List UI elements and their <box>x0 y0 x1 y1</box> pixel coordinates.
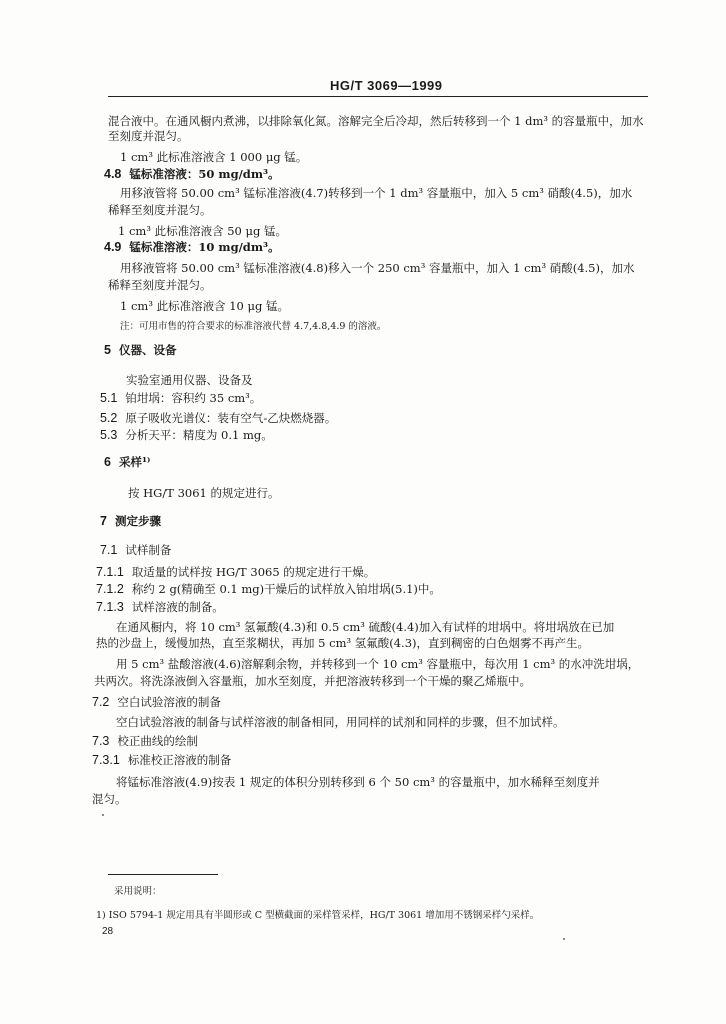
section-number: 5 <box>104 343 111 357</box>
text-line: 空白试验溶液的制备与试样溶液的制备相同，用同样的试剂和同样的步骤，但不加试样。 <box>116 715 565 729</box>
text-line: 用移液管将 50.00 cm³ 锰标准溶液(4.8)移入一个 250 cm³ 容量瓶中，加入 1 cm³ 硝酸(4.5)，加水 <box>120 261 635 275</box>
section-number: 6 <box>104 455 111 469</box>
section-5-heading <box>104 343 176 357</box>
section-number: 4.8 <box>104 167 122 181</box>
section-title: 采样¹⁾ <box>118 455 151 469</box>
item-number: 7.1.1 <box>96 565 124 579</box>
text-line: 混匀。 <box>92 792 127 806</box>
text-line: 用 5 cm³ 盐酸溶液(4.6)溶解剩余物，并转移到一个 10 cm³ 容量瓶中，每次用 1 cm³ 的水冲洗坩埚， <box>116 657 640 671</box>
item-7-1-2 <box>96 582 441 596</box>
text-line: 稀释至刻度并混匀。 <box>108 278 212 292</box>
item-text: 分析天平：精度为 0.1 mg。 <box>125 428 273 442</box>
section-title: 仪器、设备 <box>118 343 177 357</box>
text-line: 实验室通用仪器、设备及 <box>126 373 253 387</box>
item-number: 7.2 <box>92 695 110 709</box>
item-7-1-1 <box>96 565 375 579</box>
item-text: 试样溶液的制备。 <box>131 600 224 614</box>
item-7-1 <box>100 543 171 557</box>
text-line: 1 cm³ 此标准溶液含 1 000 μg 锰。 <box>120 150 308 164</box>
text-line: 将锰标准溶液(4.9)按表 1 规定的体积分别转移到 6 个 50 cm³ 的容量瓶中，加水稀释至刻度并 <box>116 775 600 789</box>
item-text: 称约 2 g(精确至 0.1 mg)干燥后的试样放入铂坩埚(5.1)中。 <box>131 582 441 596</box>
item-text: 空白试验溶液的制备 <box>117 695 221 709</box>
section-title: 测定步骤 <box>114 514 161 528</box>
section-7-heading <box>100 514 161 528</box>
item-text: 校正曲线的绘制 <box>117 734 198 748</box>
text-line: 用移液管将 50.00 cm³ 锰标准溶液(4.7)转移到一个 1 dm³ 容量瓶中，加入 5 cm³ 硝酸(4.5)，加水 <box>120 186 633 200</box>
item-number: 5.2 <box>100 411 118 425</box>
text-line: 热的沙盘上，缓慢加热，直至浆糊状，再加 5 cm³ 氢氟酸(4.3)，直到稠密的白色烟雾不再产生。 <box>96 636 589 650</box>
item-7-2 <box>92 695 221 709</box>
page-number: 28 <box>102 926 114 937</box>
footnote-rule <box>108 874 218 875</box>
text-line: 至刻度并混匀。 <box>108 129 189 143</box>
item-7-3 <box>92 734 198 748</box>
item-number: 7.1.3 <box>96 600 124 614</box>
item-5-1 <box>100 391 261 405</box>
item-5-2 <box>100 411 336 425</box>
page-header: HG/T 3069—1999 <box>330 78 443 93</box>
item-text: 铂坩埚：容积约 35 cm³。 <box>125 391 262 405</box>
header-rule <box>108 96 648 97</box>
item-text: 试样制备 <box>125 543 172 557</box>
text-line: 1 cm³ 此标准溶液含 50 μg 锰。 <box>118 224 288 238</box>
item-7-1-3 <box>96 600 224 614</box>
footnote-text: 1) ISO 5794-1 规定用具有半圆形或 C 型横截面的采样管采样，HG/T 3061 增加用不锈钢采样勺采样。 <box>96 910 540 921</box>
item-5-3 <box>100 428 273 442</box>
text-line: 在通风橱内，将 10 cm³ 氢氟酸(4.3)和 0.5 cm³ 硫酸(4.4)加入有试样的坩埚中。将坩埚放在已加 <box>116 620 615 634</box>
item-number: 5.1 <box>100 391 118 405</box>
scan-speck <box>102 814 104 816</box>
section-6-heading <box>104 455 150 469</box>
text-line: 稀释至刻度并混匀。 <box>108 203 212 217</box>
item-number: 7.3 <box>92 734 110 748</box>
section-4-9-heading <box>104 240 280 254</box>
item-number: 7.1 <box>100 543 118 557</box>
section-title: 锰标准溶液：10 mg/dm³。 <box>129 240 280 254</box>
item-number: 7.3.1 <box>92 753 120 767</box>
item-number: 5.3 <box>100 428 118 442</box>
text-line: 混合液中。在通风橱内煮沸，以排除氧化氮。溶解完全后冷却，然后转移到一个 1 dm³ 的容量瓶中，加水 <box>108 114 644 128</box>
item-number: 7.1.2 <box>96 582 124 596</box>
scan-speck <box>563 938 565 940</box>
note: 注：可用市售的符合要求的标准溶液代替 4.7,4.8,4.9 的溶液。 <box>120 321 387 332</box>
item-text: 取适量的试样按 HG/T 3065 的规定进行干燥。 <box>131 565 376 579</box>
item-text: 标准校正溶液的制备 <box>127 753 232 767</box>
section-number: 4.9 <box>104 240 122 254</box>
section-4-8-heading <box>104 167 280 181</box>
section-title: 锰标准溶液：50 mg/dm³。 <box>129 167 280 181</box>
text-line: 1 cm³ 此标准溶液含 10 μg 锰。 <box>120 299 290 313</box>
footnote-heading: 采用说明： <box>114 886 162 897</box>
item-7-3-1 <box>92 753 231 767</box>
item-text: 原子吸收光谱仪：装有空气-乙炔燃烧器。 <box>125 411 337 425</box>
text-line: 共两次。将洗涤液倒入容量瓶，加水至刻度，并把溶液转移到一个干燥的聚乙烯瓶中。 <box>94 674 531 688</box>
section-number: 7 <box>100 514 107 528</box>
text-line: 按 HG/T 3061 的规定进行。 <box>128 486 280 500</box>
